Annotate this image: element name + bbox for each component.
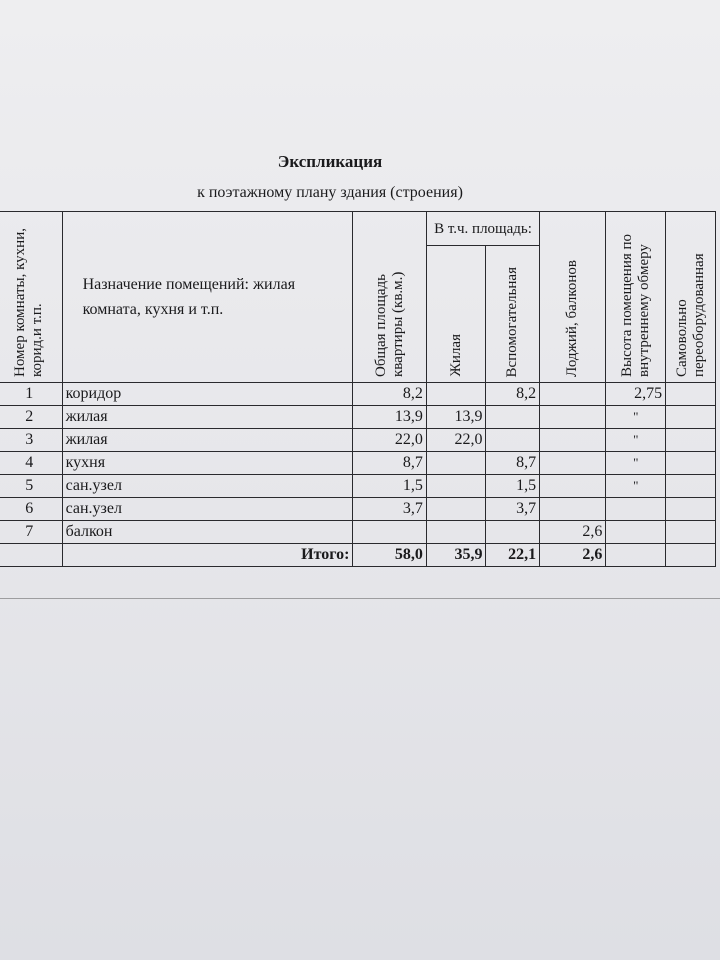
row-loggia-area xyxy=(540,429,606,452)
totals-blank xyxy=(0,544,62,567)
totals-loggia-area: 2,6 xyxy=(540,544,606,567)
row-loggia-area: 2,6 xyxy=(540,521,606,544)
header-height: Высота помещения по внутреннему обмеру xyxy=(606,212,666,383)
row-total-area: 8,2 xyxy=(353,383,426,406)
row-height: " xyxy=(606,452,666,475)
explication-table xyxy=(0,211,716,567)
document-title: Экспликация xyxy=(277,152,383,171)
row-unauthorized xyxy=(666,521,716,544)
totals-label: Итого: xyxy=(62,544,353,567)
header-living: Жилая xyxy=(426,246,486,383)
totals-auxiliary-area: 22,1 xyxy=(486,544,540,567)
row-height xyxy=(606,498,666,521)
header-including-area: В т.ч. площадь: xyxy=(426,212,539,246)
row-unauthorized xyxy=(666,498,716,521)
table-row xyxy=(0,406,716,429)
row-height: 2,75 xyxy=(606,383,666,406)
row-living-area xyxy=(426,521,486,544)
row-living-area xyxy=(426,383,486,406)
row-loggia-area xyxy=(540,475,606,498)
row-loggia-area xyxy=(540,498,606,521)
row-total-area: 1,5 xyxy=(353,475,426,498)
header-auxiliary: Вспомогательная xyxy=(486,246,540,383)
totals-living-area: 35,9 xyxy=(426,544,486,567)
row-number: 4 xyxy=(0,452,62,475)
row-height: " xyxy=(606,429,666,452)
row-total-area: 8,7 xyxy=(353,452,426,475)
row-purpose: сан.узел xyxy=(62,498,353,521)
row-total-area: 13,9 xyxy=(353,406,426,429)
header-total-area: Общая площадь квартиры (кв.м.) xyxy=(353,212,426,383)
row-unauthorized xyxy=(666,383,716,406)
row-unauthorized xyxy=(666,452,716,475)
row-auxiliary-area xyxy=(486,406,540,429)
totals-height xyxy=(606,544,666,567)
row-living-area xyxy=(426,498,486,521)
row-purpose: балкон xyxy=(62,521,353,544)
row-number: 7 xyxy=(0,521,62,544)
header-number: Номер комнаты, кухни, корид.и т.п. xyxy=(0,212,62,383)
row-purpose: жилая xyxy=(62,429,353,452)
row-purpose: жилая xyxy=(62,406,353,429)
row-height: " xyxy=(606,406,666,429)
row-living-area xyxy=(426,452,486,475)
table-row xyxy=(0,521,716,544)
row-purpose: сан.узел xyxy=(62,475,353,498)
row-auxiliary-area xyxy=(486,429,540,452)
row-unauthorized xyxy=(666,429,716,452)
divider xyxy=(0,598,720,599)
row-living-area xyxy=(426,475,486,498)
row-auxiliary-area: 8,2 xyxy=(486,383,540,406)
row-living-area: 22,0 xyxy=(426,429,486,452)
totals-total-area: 58,0 xyxy=(353,544,426,567)
row-living-area: 13,9 xyxy=(426,406,486,429)
row-total-area xyxy=(353,521,426,544)
header-purpose: Назначение помещений: жилая комната, кухня и т.п. xyxy=(62,212,353,383)
header-unauthorized: Самовольно переоборудованная xyxy=(666,212,716,383)
row-loggia-area xyxy=(540,406,606,429)
table-body xyxy=(0,383,716,567)
row-unauthorized xyxy=(666,475,716,498)
row-height: " xyxy=(606,475,666,498)
document-subtitle: к поэтажному плану здания (строения) xyxy=(197,184,463,201)
row-total-area: 3,7 xyxy=(353,498,426,521)
table-row xyxy=(0,498,716,521)
table-row xyxy=(0,452,716,475)
header-loggias: Лоджий, балконов xyxy=(540,212,606,383)
row-number: 2 xyxy=(0,406,62,429)
row-unauthorized xyxy=(666,406,716,429)
row-auxiliary-area: 3,7 xyxy=(486,498,540,521)
row-number: 3 xyxy=(0,429,62,452)
row-number: 5 xyxy=(0,475,62,498)
row-number: 6 xyxy=(0,498,62,521)
row-purpose: кухня xyxy=(62,452,353,475)
row-auxiliary-area xyxy=(486,521,540,544)
table-row xyxy=(0,429,716,452)
totals-row xyxy=(0,544,716,567)
row-auxiliary-area: 1,5 xyxy=(486,475,540,498)
table-row xyxy=(0,383,716,406)
row-purpose: коридор xyxy=(62,383,353,406)
row-total-area: 22,0 xyxy=(353,429,426,452)
row-auxiliary-area: 8,7 xyxy=(486,452,540,475)
row-loggia-area xyxy=(540,383,606,406)
row-number: 1 xyxy=(0,383,62,406)
row-height xyxy=(606,521,666,544)
table-row xyxy=(0,475,716,498)
row-loggia-area xyxy=(540,452,606,475)
totals-unauthorized xyxy=(666,544,716,567)
